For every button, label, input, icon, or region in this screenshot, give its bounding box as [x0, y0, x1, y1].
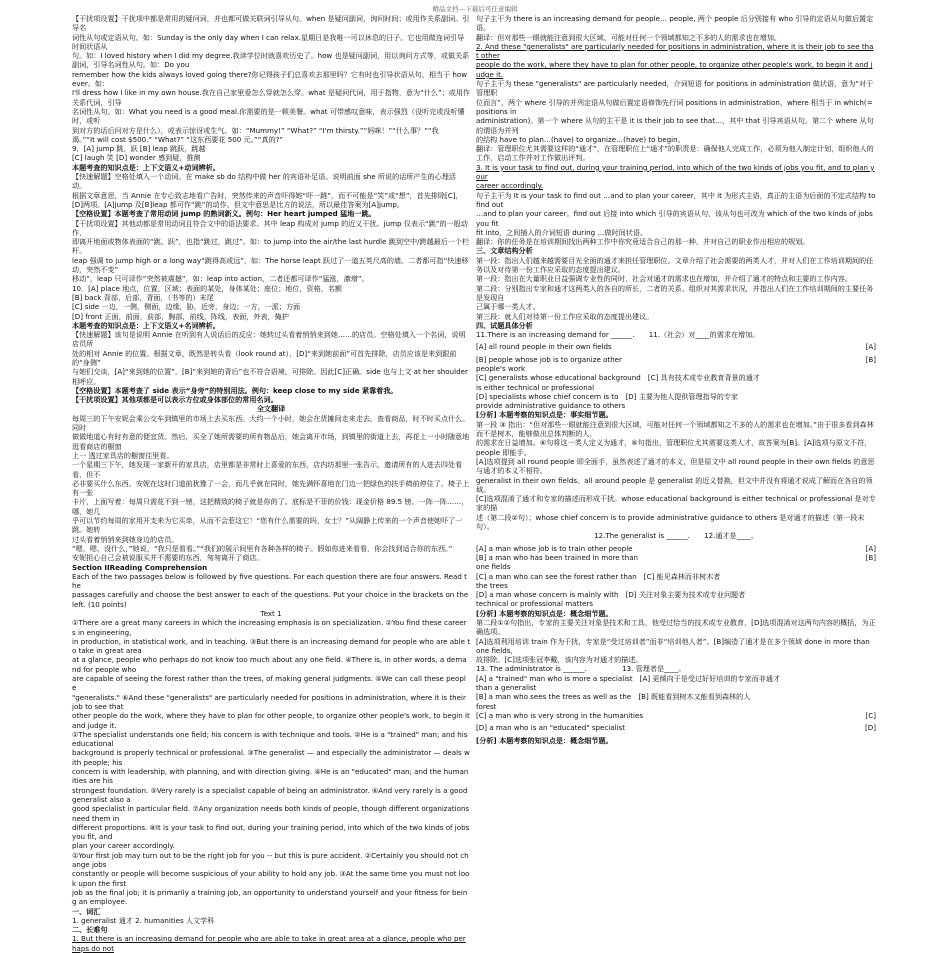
text-line: 【空格设置】本题考查了 side 表示“身旁”的特别用法。例句：keep close to my side 紧靠着我。	[72, 385, 398, 395]
text-line: [D] a man whose concern is mainly with [D] 关注对象主要为技术或专业问题者	[476, 590, 746, 600]
text-line: “嗯，嗯，没什么，”她说，“我只是看看。”“我们的展示间里有各种各样的椅子。假如你进来看看，你会找到适合你的东西。”	[72, 543, 453, 553]
text-line: career accordingly.	[476, 181, 544, 191]
text-line: 与她们交谈，[A]“来到她的位置”，[B]“来到她的背后”也不符合语境，可排除。因此[C]正确。side 也与上文 at her shoulder 相呼应。	[72, 367, 468, 386]
text-line: [C]选项混淆了通才和专家的描述而形成干扰。whose educational background is either technical or professional 是对专家的描	[476, 494, 876, 513]
text-line: administration)。第一个 where 从句的主干是 it is their job to see that…，其中 that 引导宾语从句。第二个 where 从句的谓语为并列	[476, 116, 874, 135]
option-letter: [B]	[865, 552, 876, 562]
text-line: 己属于哪一类人才。	[476, 302, 540, 312]
text-line: job as the final job; it is primarily a training job, an opportunity to understand yourself and your fitness for being an employee.	[72, 887, 468, 907]
text-line: 第二段①②句指出，专家的主要关注对象是技术和工具，他受过恰当的技术或专业教育，[D]选项混淆对这两句内容的概括，为正确选项。	[476, 618, 876, 637]
text-line: 全文翻译	[256, 404, 286, 414]
text-line: 第一段：指出在大量职业日益强调专业性的同时，社会对通才的需求也在增加，并介绍了通才的特点和主要的工作内容。	[476, 274, 852, 284]
text-line: [分析] 本题考察的知识点是：事实细节题。	[476, 410, 613, 420]
option-letter: [D]	[865, 723, 876, 733]
text-line: 3. It is your task to find out, during your training period, into which of the two kinds of jobs you fit, and to plan your	[476, 162, 875, 182]
text-line: 【空格设置】本题考查了常用动词 jump 的熟词新义。例句：Her heart jumped 猛地一跳。	[72, 209, 376, 219]
text-line: 即离开地面或物体表面的“跳、跃”，也指“跳过，跳过”。如：to jump into the air/the last hurdle 跳到空中/跨越最后一个栏杆。	[72, 237, 470, 256]
option-text: [D] a man who is an "educated" specialist	[476, 723, 626, 733]
text-line: other people do the work, where they have to plan for other people, to organize other people's work, to begin it and judge it.	[72, 711, 470, 730]
text-line: 13. The administrator is ______. 13. 管理者是____。	[476, 664, 686, 674]
text-line: forest	[476, 701, 497, 711]
text-line: 10．[A] place 地点，位置，区域；表面的某处，身体某处；座位；地位，资格，名额	[72, 283, 343, 293]
text-line: 述（第二段②句）；whose chief concern is to provide administrative guidance to others 是对通才的描述（第一段末句）。	[476, 512, 865, 532]
text-line: ①Your first job may turn out to be the right job for you -- but this is pure accident. ②Certainly you should not change jobs	[72, 850, 469, 870]
text-line: technical or professional matters	[476, 599, 594, 609]
text-line: [C] laugh 笑 [D] wonder 感到疑，推测	[72, 153, 201, 163]
text-line	[476, 355, 876, 364]
text-line: concern is with leadership, with planning, and with direction giving. ④He is an "educated" man; and the humanities are his	[72, 767, 469, 786]
text-line: 9．[A] jump 跳，跃 [B] leap 跳跃，跳越	[72, 144, 206, 154]
right-column	[476, 14, 876, 745]
text-line: "generalists." ⑥And these "generalists" are particularly needed for positions in administration, where it is their job to see that	[72, 692, 466, 711]
text-line: background is properly technical or professional. ③The generalist — and especially the administrator — deals with people; his	[72, 748, 470, 767]
text-line: different proportions. ⑧It is your task to find out, during your training period, into which of the two kinds of jobs you fit, and	[72, 822, 470, 842]
text-line	[476, 553, 876, 562]
text-line: [A] a "trained" man who is more a specialist [A] 更倾向于是受过好好培训的专家而非通才	[476, 673, 781, 683]
text-line: generalist in their own fields。all around people 是 generalist 的近义替换，但文中并没有将通才说成了解而在各自的领域。	[476, 475, 873, 494]
text-line: plan your career accordingly.	[72, 841, 175, 851]
text-line: [D] front 正面，前面，前部，胸部，前线，阵线，表面，外表，掩护	[72, 311, 289, 321]
text-line: is either technical or professional	[476, 382, 595, 392]
text-line: 翻译：管理职位尤其需要这样的“通才”，在管理职位上“通才”的职责是：确保他人完成工作，必须为他人制定计划，组织他人的	[476, 144, 874, 154]
text-line	[476, 342, 876, 351]
text-line: people do the work, where they have to plan for other people, to organize other people's work, to begin it and judge it.	[476, 60, 873, 79]
option-letter: [C]	[865, 710, 876, 720]
text-line: [分析] 本题考察的知识点是：概念细节题。	[476, 735, 613, 745]
option-text: [A] all round people in their own fields	[476, 342, 612, 352]
text-line: one fields	[476, 562, 511, 572]
text-line: [D] specialists whose chief concern is to [D] 主要为他人提供管理指导的专家	[476, 391, 739, 401]
option-letter: [A]	[865, 342, 876, 352]
option-text: [A] a man whose job is to train other people	[476, 543, 633, 553]
text-line: 第三段：就人们对待第一份工作应采取的态度提出建议。	[476, 311, 654, 321]
text-line: 的需求在日益增加。⑥句将这一类人定义为通才，⑥句指出，管理职位尤其需要这类人才，故答案为[B]。[A]选项与原文不符，	[476, 438, 872, 448]
text-line: 过头看着悄悄来到她身边的店员。	[72, 534, 179, 544]
text-line: 句子主干为 It is your task to find out …and to plan your career，其中 it 为形式主语，真正的主语为后面的不定式结构 to find out	[476, 190, 876, 209]
text-line: the trees	[476, 580, 508, 590]
text-line: 第一段：指出人们越来越需要目光全面的通才来担任管理职位。文章介绍了社会需要的两类人才，并对人们在工作培训期间的任务以及对待第一份工作应采取的态度提出建议。	[476, 255, 874, 275]
text-line: [C] a man who can see the forest rather than [C] 能见森林而非树木者	[476, 571, 721, 581]
option-text: [B] a man who has been trained in more than	[476, 552, 639, 562]
text-line: constantly or people will become suspicious of your ability to hold any job. ③At the same time you must not look upon the first	[72, 869, 470, 888]
text-line: 1. But there is an increasing demand for people who are able to take in great area at a glance, people who perhaps do not	[72, 934, 466, 953]
text-line: 移动”，leap 只可译作“突然被震撼”，如：leap into action，二者还都可译作“猛涨，激增”。	[72, 274, 369, 284]
text-line: Section IIReading Comprehension	[72, 562, 208, 572]
text-line: people's work	[476, 363, 526, 373]
text-line: good specialist in particular field. ⑦Any organization needs both kinds of people, though different organizations need them in	[72, 804, 470, 823]
text-line: 安妮担心自己会被说服买并不需要的东西，匆匆离开了商店。	[72, 553, 264, 563]
text-line: 【干扰项设置】其他动都是常用动词且符合文中的语法要求。其中 leap 构成对 jump 的近义干扰。jump 仅表示“跳”的一般动作，	[72, 218, 468, 237]
page-header: 精品文档---下载后可任意编辑	[432, 5, 518, 13]
text-line: 第一段 ③ 指出：“但对那些一眼就能注意到很大区域，可能对任何一个领域都知之不多的人的需求也在增加。”由于很多看到森林而不是树木，能够做出总体判断的人，	[476, 419, 874, 439]
text-line: 的结构 have to plan…(have) to organize…(have) to begin。	[476, 134, 685, 144]
text-line: 三、文章结构分析	[476, 246, 533, 256]
option-letter: [B]	[865, 354, 876, 364]
text-line: 一、词汇	[72, 906, 101, 916]
text-line: 上一 透过家具店的橱窗往里看。	[72, 450, 174, 460]
text-line: 名词性从句。如：What you need is a good meal.你需要的是一顿美餐。what 可带感叹意味，表示强烈（没听完或没听懂时，或听	[72, 106, 465, 126]
text-line: 2. And these "generalists" are particularly needed for positions in administration, where it is their job to see that other	[476, 41, 874, 61]
text-line: are capable of seeing the forest rather than the trees, of making general judgments. ⑤We can call these people	[72, 674, 466, 693]
text-line: 根据文章意思，当 Annie 在专心致志地看广告时，突然传来的声音吓得她“吓一跳”，而不可能是“笑”或“想”，首先排除[C]，	[72, 190, 463, 200]
text-line: at a glance, people who perhaps do not know too much about any one field. ④There is, in other words, a demand for people who	[72, 655, 467, 674]
text-line: 每周三的下午安妮会乘公交车到镇里的市场上去买东西。大约一个小时，她会在货摊间走来走去，查看商品，时不时买点什么。同时	[72, 413, 470, 433]
text-line: 渴。”“It will cost $500.” “What?” “这东西要花 500 元。”“真的?”	[72, 134, 284, 144]
text-line: leap 强调 to jump high or a long way“跳得高或远”，如：The horse leapt 跃过了一道五英尺高的墙。二者都可指“快速移动，突然不变”	[72, 255, 469, 275]
text-line: 工作，启动工作并对工作做出评判。	[476, 153, 590, 163]
text-line: 1. generalist 通才 2. humanities 人文学科	[72, 915, 215, 925]
text-line: provide administrative guidance to others	[476, 401, 626, 411]
text-line: ①There are a great many careers in which the increasing emphasis is on specialization. ②You find these careers in engineering,	[72, 618, 467, 637]
text-line: 处的相对 Annie 的位置。根据文章，既然是转头看（look round at），[D]“来到她前面”可首先排除，店员应该是来到跟前的“身侧”	[72, 348, 457, 367]
text-line: 翻译：但对那些一眼就能注意到很大区域、可能对任何一个领域都知之不多的人的需求也在增加。	[476, 32, 782, 42]
text-line: 乎可以节约每周的家用开支来为它买单，从而不会惹这它！“您有什么需要的吗，女士？”从阔静上传来的一个声音使她吓了一跳。她转	[72, 516, 463, 535]
text-line: 12.The generalist is ______. 12.通才是____。	[594, 531, 758, 541]
text-line: people 即能手。	[476, 447, 531, 457]
text-line: [B] back 背部，后部，背面，（书等的）末尾	[72, 292, 214, 302]
text-line	[476, 711, 876, 720]
text-line	[476, 723, 876, 732]
text-line: 必非要买什么东西。安妮在这时门道前犹豫了一会，而几乎就在同时，她先满怀喜地在门边一把绿色的扶手椅前停住了。椅子上有一张	[72, 478, 470, 498]
text-line: 二、长难句	[72, 925, 108, 935]
text-line: 位而言”，两个 where 引导的并列定语从句做后置定语修饰先行词 positions in administration，where 相当于 in which(=positions in	[476, 97, 873, 116]
text-line: 第二段：分别指出专家和通才这两类人的各自的所长，二者的关系、组织对其需求状况，并指出人们在工作培训期间的主要任务是发现自	[476, 283, 874, 302]
text-line: [A]选项利用培训 train 作为干扰，专家是“受过培训者”而非“培训他人者”。[B]编造了通才是在多个领域 done in more than one fields，	[476, 636, 870, 655]
option-text: [B] people whose job is to organize other	[476, 354, 622, 364]
text-line: 四、试题具体分析	[476, 320, 533, 330]
text-line: remember how the kids always loved going there?你记得孩子们总喜欢去那里吗？它有时也引导状语从句，相当于 however。如：	[72, 69, 468, 89]
text-line: [A]选项提到 all round people 即全面手，虽然表述了通才的本义，但是原文中 all round people in their own fields 的意思与通才的本义不相符。	[476, 456, 875, 476]
text-line	[476, 544, 876, 553]
text-line: I'll dress how I like in my own house.我在自己家里爱怎么穿就怎么穿。what 是疑问代词，用于指物，意为“什么”；或用作关系代词，引导	[72, 88, 471, 107]
left-column	[72, 14, 470, 953]
text-line: [B] a man who sees the trees as well as the [B] 既能看到树木又能看到森林的人	[476, 692, 751, 702]
text-line: fit into，之间插入的介词短语 during …做时间状语。	[476, 227, 648, 237]
text-line: 句子主干为 these "generalists" are particularly needed，介词短语 for positions in administration 做状语，意为“对于管理职	[476, 79, 874, 98]
text-line: [C] generalists whose educational background [C] 具有技术或专业教育背景的通才	[476, 373, 760, 383]
text-line: …and to plan your career。find out 后接 into which 引导的宾语从句，该从句也可改为 which of the two kinds of jobs you fit	[476, 209, 873, 228]
text-line: than a generalist	[476, 683, 537, 693]
text-line: 一个星期三下午，她发现一家新开的家具店，店里都是非常时上喜爱的东西，店内坊那里一张告示，邀请所有的人进去四处看看，但不	[72, 460, 463, 479]
text-line: 做做地道心有时有意的便宜货。然后，买全了她所需要的所有物品后，她会离开市场，到镇里的街道上去，再花上一小时随意地逛看商店的橱窗	[72, 432, 470, 451]
text-line: 翻译：你的任务是在培训期间找出两种工作中你究竟适合自己的那一种，并对自己的职业作出相应的规划。	[476, 237, 810, 247]
text-line: in production, in statistical work, and in teaching. ③But there is an increasing demand for people who are able to take in great area	[72, 636, 470, 656]
text-line: [D]两项。[A]jump 及[B]leap 都可作“跳”的动作。但文中意思是比方的说法，所以最佳答案为[A]jump。	[72, 199, 404, 209]
text-line: 卡片，上面写着：每周只需花不到一镑，这把精致的椅子就是你的了。底标是不菲的价钱：现金价格 89.5 镑。一阵一阵……，哪，她几	[72, 497, 469, 516]
text-line: 【干扰项设置】干扰项中都是常用的疑问词，并也都可做关联词引导从句。when 是疑问副词，询问时间；或用作关系副词。引导名	[72, 14, 470, 33]
text-line: Each of the two passages below is followed by five questions. For each question there are four answers. Read the	[72, 571, 467, 591]
text-line: 【干扰项设置】其他项都是可以表示方位或身体部位的常用名词。	[72, 395, 278, 405]
text-line: 词性从句或定语从句。如：Sunday is the only day when I can relax.星期日是我唯一可以休息的日子。它也用做连词引导时间状语从	[72, 32, 465, 51]
option-letter: [A]	[865, 543, 876, 553]
text-line: 到对方的话后问对方是什么），或表示惊讶或生气。如：“Mummy!” “What?” “I'm thirsty.”“妈咪！”“什么事？”“我	[72, 125, 439, 135]
text-line: Text 1	[260, 609, 282, 618]
text-line: 句子主干为 there is an increasing demand for people… people, 两个 people 后分别接有 who 引导的定语从句做后置定语。	[476, 14, 874, 33]
text-line: passages carefully and choose the best answer to each of the questions. Put your choice in the brackets on the left. (10 points)	[72, 590, 469, 609]
text-line: ①The specialist understands one field; his concern is with technique and tools. ②He is a "trained" man; and his educational	[72, 729, 468, 749]
text-line: 11.There is an increasing demand for ______. 11.（社会）对____的需求在增加。	[476, 330, 760, 340]
text-line: 【快速解题】空格处填入一个动词。在 make sb do 结构中做 her 的宾语补足语。说明前面 she 所说的话所产生的心理活动。	[72, 172, 456, 191]
text-line: [C] side 一边，一侧，侧面，边缘，胁，近旁，身边；一方，一派；方面	[72, 302, 301, 312]
text-line: 故排除。[C]选项张冠李戴，该内容为对通才的描述。	[476, 655, 643, 665]
text-line: 本题考查的知识点是：上下文语义+名词辨析。	[72, 320, 220, 330]
text-line: [分析] 本题考察的知识点是：概念细节题。	[476, 608, 613, 618]
text-line: strongest foundation. ⑤Very rarely is a specialist capable of being an administrator. ⑥And very rarely is a good generalist also a	[72, 785, 468, 804]
option-text: [C] a man who is very strong in the humanities	[476, 710, 644, 720]
text-line: 句。如：I loved history when I did my degree.我读学位时就喜欢历史了。how 也是疑问副词，用以询问方式等，或做关系副词，引导名词性从句。如：Do you	[72, 51, 470, 70]
text-line: 本题考查的知识点是：上下文语义+动词辨析。	[72, 162, 220, 172]
text-line: 【快速解题】该句是说明 Annie 在听到有人说话后的反应：她转过头看着悄悄来到她……的店员。空格处填入一个名词，说明店员所	[72, 330, 466, 349]
